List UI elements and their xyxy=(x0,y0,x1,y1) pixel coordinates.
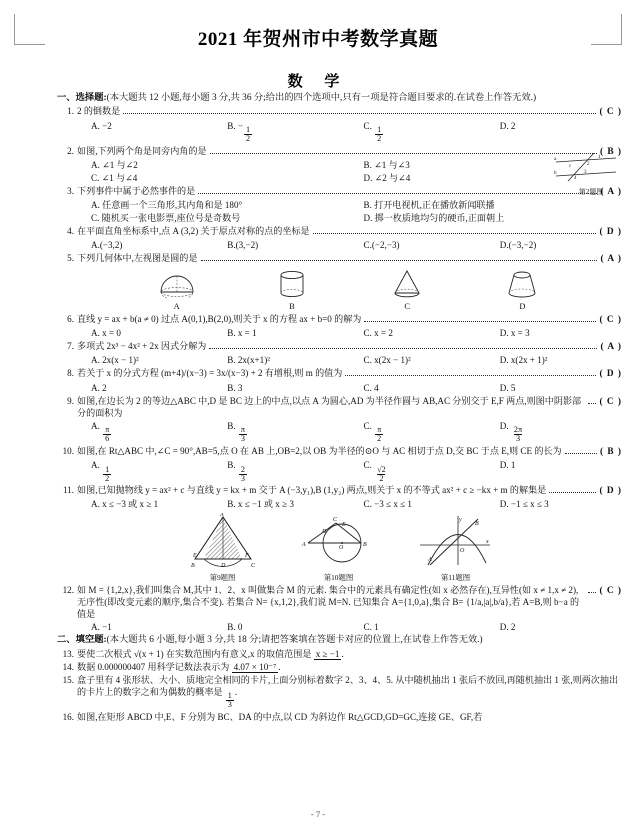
question-number: 10. xyxy=(62,445,74,456)
question-stem-post: . xyxy=(341,648,344,659)
question-stem: 数据 0.000000407 用科学记数法表示为 xyxy=(77,661,230,672)
svg-text:a: a xyxy=(554,157,557,162)
svg-text:E: E xyxy=(341,522,346,529)
answer-mark: ( D ) xyxy=(599,227,622,238)
option-row xyxy=(77,212,622,224)
dot-leader xyxy=(210,147,597,154)
option-row xyxy=(77,382,622,394)
document-title: 2021 年贺州市中考数学真题 xyxy=(197,29,439,50)
question-number: 6. xyxy=(67,313,74,324)
option-c-numerator: √2 xyxy=(377,464,386,474)
dot-leader xyxy=(588,586,596,593)
question-number: 14. xyxy=(62,661,74,672)
option-b-denominator: 3 xyxy=(240,434,245,444)
svg-text:3: 3 xyxy=(584,170,587,175)
solid-option-b xyxy=(272,268,312,312)
question-number: 4. xyxy=(67,226,74,237)
circle-tangent-triangle-diagram xyxy=(300,513,378,569)
option-a: A. 2x(x − 1)² xyxy=(91,355,139,366)
dot-leader xyxy=(313,227,597,234)
option-b: B. 打开电视机,正在播放新闻联播 xyxy=(363,200,495,211)
option-b-denominator: 3 xyxy=(240,473,245,483)
question-number: 7. xyxy=(67,341,74,352)
svg-text:D: D xyxy=(220,563,225,570)
equilateral-triangle-sector-diagram xyxy=(184,513,262,569)
figure-caption: 第2题图 xyxy=(578,188,604,196)
option-b: B.(3,−2) xyxy=(227,240,259,251)
question-text xyxy=(77,661,622,673)
question-9 xyxy=(57,395,622,444)
option-row xyxy=(77,327,622,339)
svg-text:D: D xyxy=(321,529,326,536)
answer-mark: ( C ) xyxy=(599,396,622,407)
cylinder-icon xyxy=(272,268,312,298)
frustum-icon xyxy=(502,268,542,298)
question-stem: 如图,在 Rt△ABC 中,∠C = 90°,AB=5,点 O 在 AB 上,OB=2,以 OB 为半径的⊙O 与 AC 相切于点 D,交 BC 于点 E,则 CE 的长为 xyxy=(77,445,562,456)
option-row xyxy=(77,120,622,144)
question-number: 2. xyxy=(67,145,74,156)
answer-mark: ( A ) xyxy=(600,342,622,353)
question-stem: 下列事件中属于必然事件的是 xyxy=(77,185,196,196)
dot-leader xyxy=(198,187,597,194)
answer-mark: ( D ) xyxy=(599,486,622,497)
option-d-value: 2 xyxy=(510,120,516,131)
option-d-numerator: 2π xyxy=(513,425,523,435)
question-text xyxy=(77,711,622,723)
option-row xyxy=(77,172,622,184)
option-row xyxy=(77,459,622,483)
option-row xyxy=(77,159,622,171)
option-a-denominator: 6 xyxy=(105,434,110,444)
option-c: C. −3 ≤ x ≤ 1 xyxy=(363,499,412,510)
question-stem: 2 的倒数是 xyxy=(77,106,121,117)
svg-text:A: A xyxy=(427,557,432,564)
answer-mark: ( C ) xyxy=(599,107,622,118)
svg-text:c: c xyxy=(569,164,572,169)
option-c-denominator: 2 xyxy=(377,434,382,444)
figure-caption: 第11题图 xyxy=(440,573,471,583)
solid-figures-row xyxy=(77,268,622,312)
dot-leader xyxy=(201,254,598,261)
question-1 xyxy=(57,105,622,143)
dot-leader xyxy=(549,486,596,493)
option-a: A. −2 xyxy=(91,120,112,131)
answer-blank: x ≥ −1 xyxy=(315,648,340,659)
option-b: B. $\frac{\pi}{3}$ xyxy=(227,420,246,444)
option-b: B. x ≤ −1 或 x ≥ 3 xyxy=(227,499,294,510)
option-c-numerator: π xyxy=(377,425,382,435)
svg-text:B: B xyxy=(474,521,479,528)
option-d: D. 2 xyxy=(499,120,516,131)
svg-text:2: 2 xyxy=(587,162,590,167)
option-c: C. 4 xyxy=(363,382,379,393)
option-d: D. 2 xyxy=(499,622,516,633)
question-stem: 如图,已知抛物线 y = ax² + c 与直线 y = kx + m 交于 A (−3,y₁),B (1,y₂) 两点,则关于 x 的不等式 ax² + c ≥ −kx + m 的解集是 xyxy=(77,485,547,496)
option-d: D. 5 xyxy=(499,382,516,393)
option-c: C. $\frac{\pi}{2}$ xyxy=(363,420,382,444)
option-b: B. 0 xyxy=(227,622,243,633)
question-number: 8. xyxy=(67,368,74,379)
svg-text:b: b xyxy=(554,171,557,176)
option-a-value: −2 xyxy=(102,120,112,131)
subject-title: 数 学 xyxy=(287,74,349,90)
question-text xyxy=(77,648,622,660)
question-stem: 如 M = {1,2,x},我们叫集合 M,其中 1、2、x 叫做集合 M 的元素. 集合中的元素具有确定性(如 x 必然存在),互异性(如 x ≠ 1,x ≠ 2),无序性(即改变元素的顺序,集合不变). 若集合 N= {x,1,2},我们说 M=N. 已知集合 A={1,0,a},集合 B= {1/a,|a|,b/a},若 A=B,则 b−a 的值是 xyxy=(77,585,580,620)
svg-text:C: C xyxy=(332,517,337,524)
solid-label-a: A xyxy=(173,301,180,311)
dot-leader xyxy=(565,447,597,454)
question-number: 9. xyxy=(67,395,74,406)
option-a: A.(−3,2) xyxy=(91,240,123,251)
svg-text:O: O xyxy=(459,548,464,555)
answer-numerator: 1 xyxy=(227,690,232,700)
question-stem: 如图,在边长为 2 的等边△ABC 中,D 是 BC 边上的中点,以点 A 为圆心,AD 为半径作圆与 AB,AC 分别交于 E,F 两点,则图中阴影部分的面积为 xyxy=(77,395,582,418)
question-2 xyxy=(57,145,622,184)
question-number: 16. xyxy=(62,711,74,722)
question-8 xyxy=(57,367,622,393)
option-b: B. 2x(x+1)² xyxy=(227,355,270,366)
option-c: C. 1 xyxy=(363,622,379,633)
question-4 xyxy=(57,225,622,251)
svg-text:x: x xyxy=(485,539,489,546)
option-b-numerator: 2 xyxy=(240,464,245,474)
option-a: A. 任意画一个三角形,其内角和是 180° xyxy=(91,200,243,211)
option-a: A. $\frac{\pi}{6}$ xyxy=(91,420,110,444)
option-b: B. − $\frac{1}{2}$ xyxy=(227,120,251,144)
figure-question-10 xyxy=(300,513,378,583)
question-stem: 如图,在矩形 ABCD 中,E、F 分别为 BC、DA 的中点,以 CD 为斜边作 Rt△GCD,GD=GC,连接 GE、GF,若 xyxy=(77,711,483,722)
section1-heading xyxy=(57,92,622,104)
section2-heading-label: 二、填空题: xyxy=(57,635,107,646)
question-stem-post: . xyxy=(234,686,238,697)
question-13 xyxy=(57,648,622,660)
answer-mark: ( A ) xyxy=(600,254,622,265)
page-number: - 7 - xyxy=(310,809,326,819)
svg-text:4: 4 xyxy=(574,176,577,181)
question-10 xyxy=(57,445,622,483)
option-c: C.(−2,−3) xyxy=(363,240,400,251)
question-number: 11. xyxy=(62,485,74,496)
figure-caption: 第9题图 xyxy=(209,573,236,583)
answer-mark: ( B ) xyxy=(599,146,622,157)
option-row xyxy=(77,621,622,633)
answer-denominator: 3 xyxy=(227,700,232,710)
option-row xyxy=(77,420,622,444)
option-c-numerator: 1 xyxy=(377,124,382,134)
question-number: 12. xyxy=(62,585,74,596)
cone-icon xyxy=(387,268,427,298)
answer-blank xyxy=(226,692,234,710)
section1-heading-note: (本大题共 12 小题,每小题 3 分,共 36 分;给出的四个选项中,只有一项是符合题目要求的.在试卷上作答无效.) xyxy=(106,93,537,103)
question-number: 15. xyxy=(62,674,74,685)
option-b-numerator: 1 xyxy=(246,124,251,134)
option-a-numerator: 1 xyxy=(105,464,110,474)
svg-text:O: O xyxy=(338,545,343,552)
svg-text:1: 1 xyxy=(598,155,601,160)
solid-label-d: D xyxy=(519,301,526,311)
svg-text:B: B xyxy=(362,542,367,549)
option-d: D. 1 xyxy=(499,460,516,471)
question-15 xyxy=(57,674,622,710)
option-b: B. 3 xyxy=(227,382,243,393)
solid-option-d xyxy=(502,268,542,312)
figure-caption: 第10题图 xyxy=(323,573,354,583)
answer-mark: ( D ) xyxy=(599,369,622,380)
option-d: D. x(2x + 1)² xyxy=(499,355,548,366)
section1-heading-label: 一、选择题: xyxy=(57,93,107,103)
option-b: B. ∠1 与∠3 xyxy=(363,159,410,170)
question-12 xyxy=(57,584,622,633)
solid-label-b: B xyxy=(289,301,295,311)
figure-question-11 xyxy=(416,513,496,583)
dot-leader xyxy=(345,369,596,376)
question-text xyxy=(77,674,622,710)
svg-text:A: A xyxy=(219,513,224,519)
dot-leader xyxy=(588,397,596,404)
option-d-denominator: 3 xyxy=(515,434,521,444)
option-a: A. x ≤ −3 或 x ≥ 1 xyxy=(91,499,159,510)
option-d: D.(−3,−2) xyxy=(499,240,537,251)
exam-content xyxy=(57,92,622,723)
svg-text:B: B xyxy=(190,563,195,570)
svg-text:y: y xyxy=(458,517,462,524)
option-c: C. 随机买一张电影票,座位号是奇数号 xyxy=(91,213,241,224)
question-7 xyxy=(57,340,622,366)
question-number: 5. xyxy=(67,253,74,264)
option-b: B. $\frac{2}{3}$ xyxy=(227,460,245,483)
question-stem: 直线 y = ax + b(a ≠ 0) 过点 A(0,1),B(2,0),则关于 x 的方程 ax + b=0 的解为 xyxy=(77,313,362,324)
option-a: A. 2 xyxy=(91,382,107,393)
question-stem: 下列几何体中,左视图是圆的是 xyxy=(77,253,198,264)
question-5 xyxy=(57,252,622,311)
section2-heading-note: (本大题共 6 小题,每小题 3 分,共 18 分;请把答案填在答题卡对应的位置上,在试卷上作答无效.) xyxy=(106,635,483,646)
question-11 xyxy=(57,484,622,510)
hemisphere-icon xyxy=(157,268,197,298)
option-row xyxy=(77,239,622,251)
option-c-denominator: 2 xyxy=(377,134,382,144)
svg-text:C: C xyxy=(250,563,255,570)
dot-leader xyxy=(209,342,597,349)
option-c: C. ∠1 与∠4 xyxy=(91,172,138,183)
solid-option-c xyxy=(387,268,427,312)
option-row xyxy=(77,498,622,510)
option-row xyxy=(77,199,622,211)
option-a: A. x = 0 xyxy=(91,328,121,339)
option-d: D. x = 3 xyxy=(499,328,530,339)
svg-text:A: A xyxy=(301,542,306,549)
question-stem: 多项式 2x³ − 4x² + 2x 因式分解为 xyxy=(77,341,207,352)
option-c: C. $\frac{1}{2}$ xyxy=(363,120,382,144)
option-b: B. x = 1 xyxy=(227,328,257,339)
option-c: C. x(2x − 1)² xyxy=(363,355,411,366)
option-d: D. ∠2 与∠4 xyxy=(363,172,411,183)
option-a: A. $\frac{1}{2}$ xyxy=(91,460,110,483)
question-stem: 要使二次根式 √(x + 1) 在实数范围内有意义,x 的取值范围是 xyxy=(77,648,312,659)
figure-question-9 xyxy=(184,513,262,583)
question-16 xyxy=(57,711,622,723)
figures-row xyxy=(57,513,622,583)
dot-leader xyxy=(123,107,596,114)
question-stem: 若关于 x 的分式方程 (m+4)/(x−3) = 3x/(x−3) + 2 有增根,则 m 的值为 xyxy=(77,368,343,379)
parabola-line-intersection-diagram xyxy=(416,513,496,569)
answer-mark: ( C ) xyxy=(599,586,622,597)
option-b-denominator: 2 xyxy=(246,134,251,144)
option-b-numerator: π xyxy=(240,425,246,435)
question-stem: 在平面直角坐标系中,点 A (3,2) 关于原点对称的点的坐标是 xyxy=(77,226,310,237)
option-row xyxy=(77,354,622,366)
option-c: C. $\frac{√2}{2}$ xyxy=(363,460,386,483)
question-number: 3. xyxy=(67,185,74,196)
option-d: D. $\frac{2\pi}{3}$ xyxy=(499,420,523,444)
question-number: 13. xyxy=(62,648,74,659)
option-c: C. x = 2 xyxy=(363,328,393,339)
option-d: D. −1 ≤ x ≤ 3 xyxy=(499,499,549,510)
svg-text:F: F xyxy=(244,553,249,560)
answer-mark: ( A ) xyxy=(600,186,622,197)
question-stem: 盒子里有 4 张形状、大小、质地完全相同的卡片,上面分别标着数字 2、3、4、5. 从中随机抽出 1 张后不放回,再随机抽出 1 张,则两次抽出的卡片上的数字之和为偶数的概率是 xyxy=(77,674,619,697)
option-a: A. ∠1 与∠2 xyxy=(91,159,138,170)
question-stem-post: . xyxy=(278,661,281,672)
answer-blank: 4.07 × 10⁻⁷ xyxy=(233,661,277,672)
question-stem: 如图,下列两个角是同旁内角的是 xyxy=(77,145,207,156)
question-14 xyxy=(57,661,622,673)
section2-heading xyxy=(57,634,622,646)
solid-option-a xyxy=(157,268,197,312)
answer-mark: ( C ) xyxy=(599,314,622,325)
question-3 xyxy=(57,185,622,224)
solid-label-c: C xyxy=(404,301,410,311)
option-a-denominator: 2 xyxy=(105,473,110,483)
option-a-numerator: π xyxy=(105,425,110,435)
answer-mark: ( B ) xyxy=(599,446,622,457)
option-a: A. −1 xyxy=(91,622,112,633)
question-number: 1. xyxy=(67,106,74,117)
option-d: D. 掷一枚质地均匀的硬币,正面朝上 xyxy=(363,213,505,224)
question-6 xyxy=(57,313,622,339)
dot-leader xyxy=(364,315,596,322)
option-c-denominator: 2 xyxy=(379,473,384,483)
svg-text:E: E xyxy=(192,553,197,560)
